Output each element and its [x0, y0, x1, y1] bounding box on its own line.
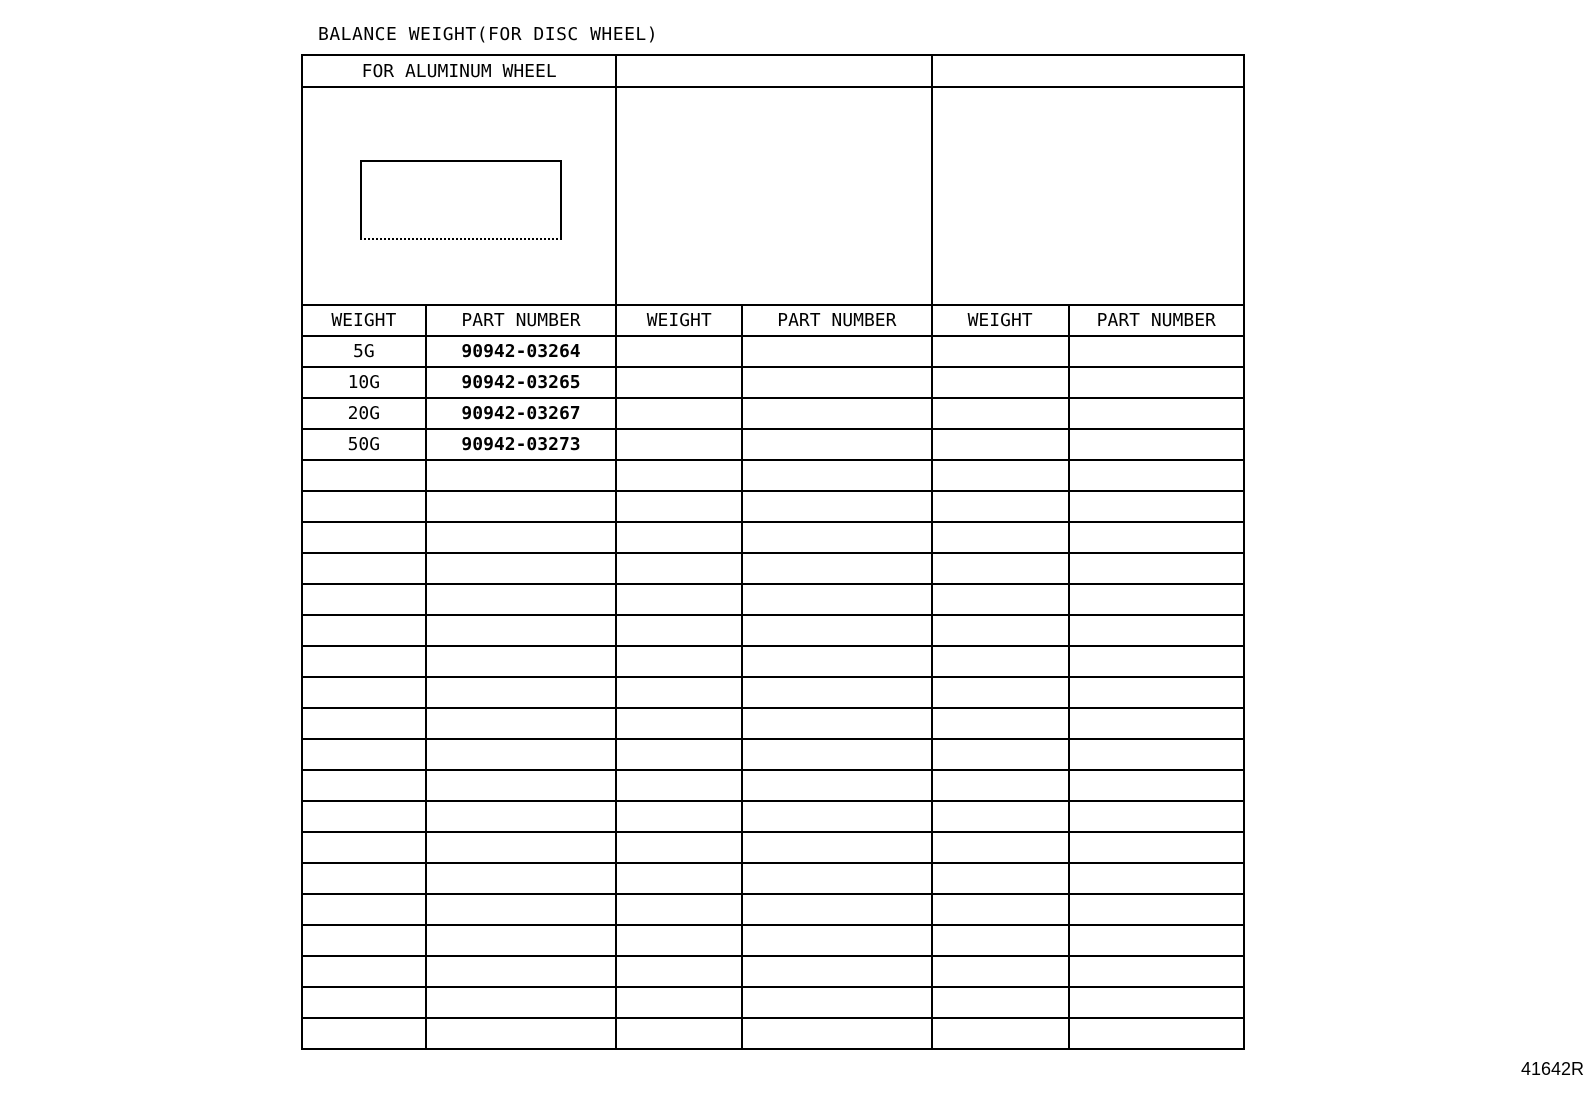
empty-cell — [616, 894, 742, 925]
empty-cell — [742, 987, 932, 1018]
empty-cell — [1069, 429, 1244, 460]
empty-row — [302, 863, 1244, 894]
empty-cell — [1069, 398, 1244, 429]
empty-cell — [932, 553, 1069, 584]
empty-cell — [616, 677, 742, 708]
section-header-2 — [616, 55, 931, 87]
empty-cell — [616, 708, 742, 739]
empty-cell — [932, 398, 1069, 429]
empty-cell — [932, 708, 1069, 739]
empty-cell — [742, 553, 932, 584]
empty-cell — [426, 956, 617, 987]
empty-cell — [932, 801, 1069, 832]
empty-cell — [302, 956, 426, 987]
empty-row — [302, 801, 1244, 832]
empty-cell — [616, 367, 742, 398]
empty-cell — [1069, 863, 1244, 894]
figure-cell-3 — [932, 87, 1244, 305]
empty-row — [302, 1018, 1244, 1049]
empty-cell — [742, 336, 932, 367]
empty-cell — [1069, 1018, 1244, 1049]
part-number-header: PART NUMBER — [426, 305, 617, 336]
empty-row — [302, 522, 1244, 553]
empty-cell — [426, 646, 617, 677]
empty-cell — [742, 801, 932, 832]
empty-row — [302, 460, 1244, 491]
empty-cell — [616, 956, 742, 987]
weight-cell: 10G — [302, 367, 426, 398]
empty-cell — [932, 367, 1069, 398]
weight-cell: 5G — [302, 336, 426, 367]
empty-cell — [742, 894, 932, 925]
empty-cell — [302, 584, 426, 615]
empty-cell — [932, 925, 1069, 956]
empty-cell — [932, 491, 1069, 522]
empty-cell — [742, 1018, 932, 1049]
empty-cell — [302, 708, 426, 739]
empty-cell — [616, 832, 742, 863]
empty-cell — [616, 584, 742, 615]
empty-cell — [742, 522, 932, 553]
weight-header: WEIGHT — [616, 305, 742, 336]
empty-cell — [302, 832, 426, 863]
empty-cell — [932, 956, 1069, 987]
part-number-cell: 90942-03273 — [426, 429, 617, 460]
empty-cell — [426, 522, 617, 553]
empty-cell — [616, 646, 742, 677]
empty-cell — [302, 646, 426, 677]
empty-cell — [1069, 522, 1244, 553]
part-number-cell: 90942-03264 — [426, 336, 617, 367]
empty-cell — [742, 429, 932, 460]
empty-cell — [302, 491, 426, 522]
empty-cell — [426, 460, 617, 491]
empty-cell — [742, 925, 932, 956]
empty-cell — [302, 925, 426, 956]
empty-row — [302, 584, 1244, 615]
empty-cell — [616, 491, 742, 522]
empty-cell — [932, 460, 1069, 491]
empty-cell — [426, 925, 617, 956]
empty-cell — [302, 770, 426, 801]
empty-cell — [302, 522, 426, 553]
empty-cell — [1069, 336, 1244, 367]
empty-cell — [1069, 491, 1244, 522]
empty-row — [302, 708, 1244, 739]
empty-cell — [932, 739, 1069, 770]
empty-cell — [616, 863, 742, 894]
empty-cell — [1069, 956, 1244, 987]
empty-cell — [742, 863, 932, 894]
blank-rows — [302, 460, 1244, 1049]
empty-cell — [426, 615, 617, 646]
empty-cell — [932, 863, 1069, 894]
empty-row — [302, 677, 1244, 708]
empty-row — [302, 615, 1244, 646]
empty-cell — [616, 770, 742, 801]
empty-row — [302, 956, 1244, 987]
empty-cell — [1069, 677, 1244, 708]
empty-cell — [616, 553, 742, 584]
empty-cell — [302, 894, 426, 925]
empty-row — [302, 553, 1244, 584]
empty-cell — [302, 460, 426, 491]
part-number-cell: 90942-03267 — [426, 398, 617, 429]
empty-cell — [302, 677, 426, 708]
empty-cell — [616, 429, 742, 460]
empty-cell — [742, 739, 932, 770]
table-row — [302, 367, 1244, 398]
empty-cell — [616, 801, 742, 832]
empty-cell — [616, 398, 742, 429]
empty-cell — [742, 584, 932, 615]
empty-row — [302, 987, 1244, 1018]
empty-cell — [742, 460, 932, 491]
empty-cell — [426, 739, 617, 770]
empty-cell — [302, 1018, 426, 1049]
empty-cell — [1069, 832, 1244, 863]
empty-cell — [932, 1018, 1069, 1049]
empty-cell — [1069, 460, 1244, 491]
empty-cell — [742, 956, 932, 987]
empty-row — [302, 739, 1244, 770]
empty-cell — [1069, 770, 1244, 801]
empty-cell — [426, 770, 617, 801]
empty-cell — [426, 491, 617, 522]
empty-cell — [1069, 553, 1244, 584]
empty-cell — [302, 987, 426, 1018]
empty-cell — [616, 336, 742, 367]
parts-table — [301, 54, 1245, 1050]
empty-cell — [742, 708, 932, 739]
empty-cell — [742, 615, 932, 646]
section-header-aluminum: FOR ALUMINUM WHEEL — [302, 55, 616, 87]
empty-cell — [302, 863, 426, 894]
empty-cell — [426, 801, 617, 832]
balance-weight-illustration — [360, 160, 562, 240]
empty-cell — [616, 739, 742, 770]
empty-cell — [742, 646, 932, 677]
empty-cell — [426, 832, 617, 863]
empty-cell — [932, 522, 1069, 553]
empty-cell — [426, 708, 617, 739]
empty-cell — [932, 832, 1069, 863]
column-header-row — [302, 305, 1244, 336]
empty-cell — [932, 677, 1069, 708]
figure-cell-2 — [616, 87, 931, 305]
empty-cell — [1069, 894, 1244, 925]
empty-cell — [932, 336, 1069, 367]
empty-cell — [1069, 584, 1244, 615]
empty-cell — [1069, 646, 1244, 677]
empty-cell — [932, 429, 1069, 460]
part-number-header: PART NUMBER — [742, 305, 932, 336]
section-header-3 — [932, 55, 1244, 87]
part-number-cell: 90942-03265 — [426, 367, 617, 398]
empty-row — [302, 925, 1244, 956]
empty-cell — [932, 894, 1069, 925]
empty-cell — [426, 894, 617, 925]
empty-cell — [932, 770, 1069, 801]
empty-cell — [742, 491, 932, 522]
figure-row — [302, 87, 1244, 305]
table-row — [302, 398, 1244, 429]
figure-id: 41642R — [1520, 1059, 1584, 1079]
empty-cell — [932, 584, 1069, 615]
empty-cell — [302, 553, 426, 584]
empty-cell — [426, 1018, 617, 1049]
section-header-row — [302, 55, 1244, 87]
empty-cell — [1069, 708, 1244, 739]
empty-cell — [616, 925, 742, 956]
empty-cell — [302, 739, 426, 770]
empty-cell — [616, 460, 742, 491]
empty-cell — [1069, 739, 1244, 770]
weight-header: WEIGHT — [302, 305, 426, 336]
empty-cell — [1069, 615, 1244, 646]
empty-cell — [426, 677, 617, 708]
empty-cell — [742, 398, 932, 429]
empty-cell — [616, 615, 742, 646]
empty-cell — [1069, 987, 1244, 1018]
empty-cell — [742, 832, 932, 863]
empty-row — [302, 770, 1244, 801]
empty-row — [302, 894, 1244, 925]
empty-cell — [742, 367, 932, 398]
empty-cell — [426, 987, 617, 1018]
document-title: BALANCE WEIGHT(FOR DISC WHEEL) — [318, 24, 659, 45]
empty-cell — [616, 1018, 742, 1049]
empty-cell — [616, 522, 742, 553]
weight-cell: 20G — [302, 398, 426, 429]
weight-header: WEIGHT — [932, 305, 1069, 336]
empty-cell — [302, 615, 426, 646]
part-number-header: PART NUMBER — [1069, 305, 1244, 336]
table-row — [302, 429, 1244, 460]
empty-cell — [1069, 367, 1244, 398]
weight-cell: 50G — [302, 429, 426, 460]
empty-cell — [426, 863, 617, 894]
empty-cell — [426, 553, 617, 584]
empty-cell — [932, 646, 1069, 677]
empty-cell — [932, 615, 1069, 646]
empty-cell — [302, 801, 426, 832]
empty-cell — [1069, 925, 1244, 956]
table-row — [302, 336, 1244, 367]
empty-row — [302, 646, 1244, 677]
figure-cell-aluminum — [302, 87, 616, 305]
empty-cell — [742, 677, 932, 708]
empty-row — [302, 832, 1244, 863]
empty-row — [302, 491, 1244, 522]
empty-cell — [616, 987, 742, 1018]
empty-cell — [932, 987, 1069, 1018]
empty-cell — [1069, 801, 1244, 832]
empty-cell — [742, 770, 932, 801]
empty-cell — [426, 584, 617, 615]
